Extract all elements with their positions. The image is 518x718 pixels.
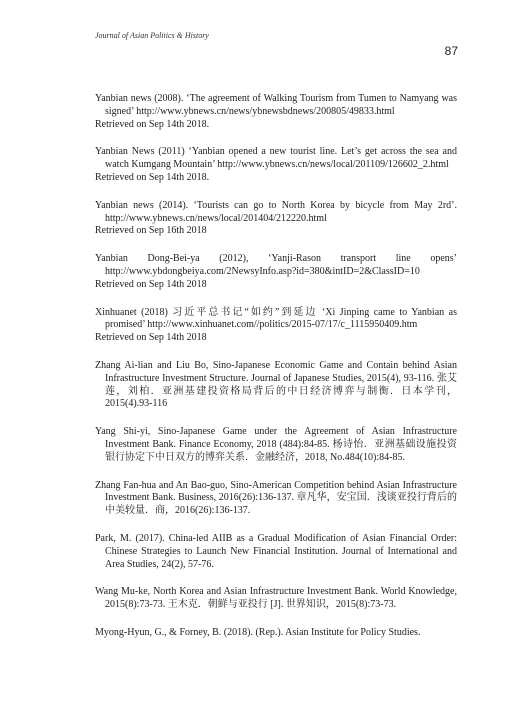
- reference-entry: [95, 253, 457, 291]
- running-header: Journal of Asian Politics & History: [95, 31, 209, 40]
- retrieved-date: Retrieved on Sep 16th 2018: [95, 225, 207, 237]
- page-number: 87: [444, 44, 458, 58]
- retrieved-date: Retrieved on Sep 14th 2018: [95, 332, 207, 344]
- reference-entry: [95, 307, 457, 345]
- reference-entry: [95, 360, 457, 411]
- reference-entry: [95, 627, 457, 640]
- retrieved-date: Retrieved on Sep 14th 2018.: [95, 171, 210, 183]
- reference-text: Yanbian news (2014). ‘Tourists can go to North Korea by bicycle from May 2rd’. http://www.ybnews.cn/news/local/201404/212220.html: [95, 199, 457, 224]
- reference-entry: [95, 426, 457, 464]
- reference-entry: [95, 200, 457, 238]
- reference-list: [95, 93, 457, 655]
- reference-text: Wang Mu-ke, North Korea and Asian Infrastructure Investment Bank. World Knowledge, 2015(8):73-73. 王木克．朝鲜与亚投行 [J]. 世界知识，2015(8):73-73.: [95, 586, 457, 611]
- reference-text: Yang Shi-yi, Sino-Japanese Game under the Agreement of Asian Infrastructure Investment Bank. Finance Economy, 2018 (484):84-85. 杨诗怡．亚洲基础设施投资银行协定下中日双方的博弈关系．金融经济，2018, No.484(10):84-85.: [95, 426, 457, 463]
- reference-entry: [95, 480, 457, 518]
- reference-text: Zhang Ai-lian and Liu Bo, Sino-Japanese Economic Game and Contain behind Asian Infrastructure Investment Structure. Journal of Japanese Studies, 2015(4), 93-116. 张艾莲，刘柏．亚洲基建投资格局背后的中日经济博弈与制衡．日本学刊，2015(4).93-116: [95, 359, 457, 410]
- reference-entry: [95, 93, 457, 131]
- reference-text: Xinhuanet (2018) 习近平总书记“如约”到延边 ‘Xi Jinping came to Yanbian as promised’ http://www.xinhuanet.com//politics/2015-07/17/c_1115950409.htm: [95, 306, 457, 331]
- retrieved-date: Retrieved on Sep 14th 2018: [95, 278, 207, 290]
- reference-entry: [95, 586, 457, 612]
- reference-text: Park, M. (2017). China-led AIIB as a Gradual Modification of Asian Financial Order: Chinese Strategies to Launch New Financial Institution. Journal of International and Area Studies, 24(2), 57-76.: [95, 532, 457, 570]
- retrieved-date: Retrieved on Sep 14th 2018.: [95, 118, 210, 130]
- reference-entry: [95, 146, 457, 184]
- reference-text: Yanbian news (2008). ‘The agreement of Walking Tourism from Tumen to Namyang was signed’ http://www.ybnews.cn/news/ybnewsbdnews/200805/49833.html: [95, 93, 457, 117]
- reference-text: Zhang Fan-hua and An Bao-guo, Sino-American Competition behind Asian Infrastructure Investment Bank. Business, 2016(26):136-137. 章凡华，安宝国．浅谈亚投行背后的中美较量．商，2016(26):136-137.: [95, 479, 457, 517]
- reference-text: Yanbian Dong-Bei-ya (2012), ‘Yanji-Rason transport line opens’ http://www.ybdongbeiya.com/2NewsyInfo.asp?id=380&intID=2&ClassID=10: [95, 253, 457, 277]
- reference-text: Myong-Hyun, G., & Forney, B. (2018). (Rep.). Asian Institute for Policy Studies.: [95, 626, 421, 638]
- reference-text: Yanbian News (2011) ‘Yanbian opened a new tourist line. Let’s get across the sea and watch Kumgang Mountain’ http://www.ybnews.cn/news/local/201109/126602_2.html: [95, 146, 457, 171]
- reference-entry: [95, 533, 457, 571]
